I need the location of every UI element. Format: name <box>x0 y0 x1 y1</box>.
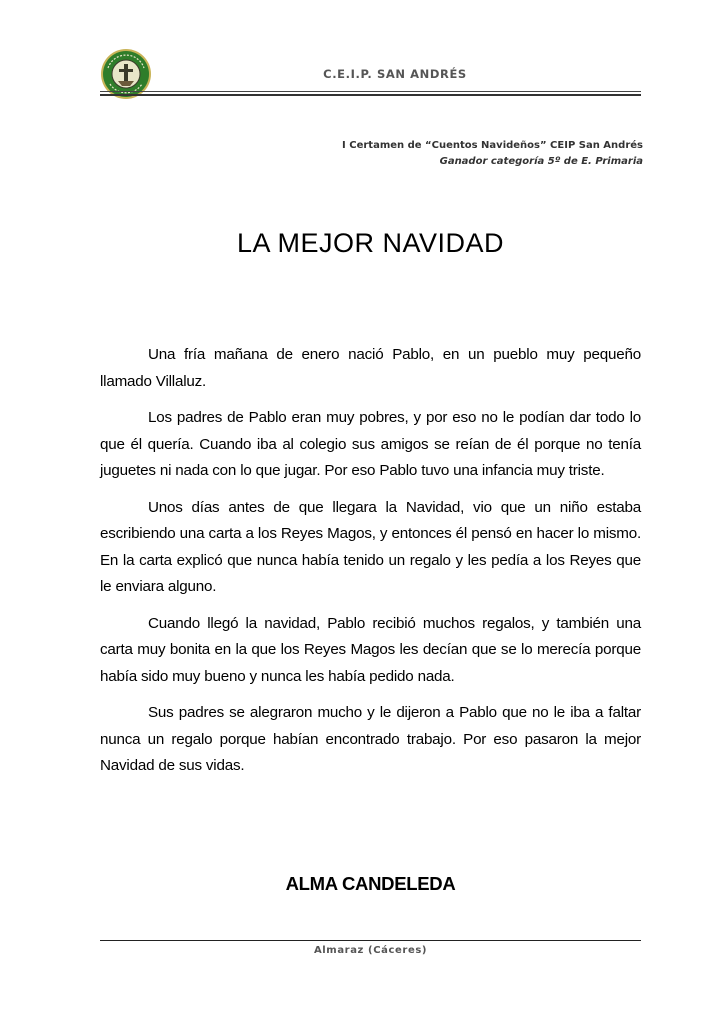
footer-divider <box>100 940 641 941</box>
contest-category: Ganador categoría 5º de E. Primaria <box>439 156 643 167</box>
story-body <box>100 342 641 790</box>
contest-name: I Certamen de “Cuentos Navideños” CEIP San Andrés <box>342 140 643 151</box>
school-name: C.E.I.P. SAN ANDRÉS <box>323 67 467 81</box>
header-divider-thick <box>100 94 641 96</box>
author-name: ALMA CANDELEDA <box>285 873 456 894</box>
story-title: LA MEJOR NAVIDAD <box>236 228 505 258</box>
header-divider <box>100 91 641 92</box>
contest-info <box>243 138 643 170</box>
school-crest-icon <box>100 48 152 100</box>
story-paragraph: Los padres de Pablo eran muy pobres, y por eso no le podían dar todo lo que él quería. Cuando iba al colegio sus amigos se reían de él porque no tenía juguetes ni nada con lo que jugar. Por eso Pablo tuvo una infancia muy triste. <box>100 409 641 479</box>
story-paragraph: Sus padres se alegraron mucho y le dijeron a Pablo que no le iba a faltar nunca un regalo porque habían encontrado trabajo. Por eso pasaron la mejor Navidad de sus vidas. <box>100 704 641 774</box>
story-paragraph: Cuando llegó la navidad, Pablo recibió muchos regalos, y también una carta muy bonita en la que los Reyes Magos les decían que se lo merecía porque había sido muy bueno y nunca les había pedido nada. <box>100 614 641 685</box>
story-paragraph: Una fría mañana de enero nació Pablo, en un pueblo muy pequeño llamado Villaluz. <box>100 346 641 390</box>
story-paragraph: Unos días antes de que llegara la Navidad, vio que un niño estaba escribiendo una carta a los Reyes Magos, y entonces él pensó en hacer lo mismo. En la carta explicó que nunca había tenido un regalo y les pedía a los Reyes que le enviara alguno. <box>100 498 641 595</box>
footer-location: Almaraz (Cáceres) <box>313 945 428 956</box>
